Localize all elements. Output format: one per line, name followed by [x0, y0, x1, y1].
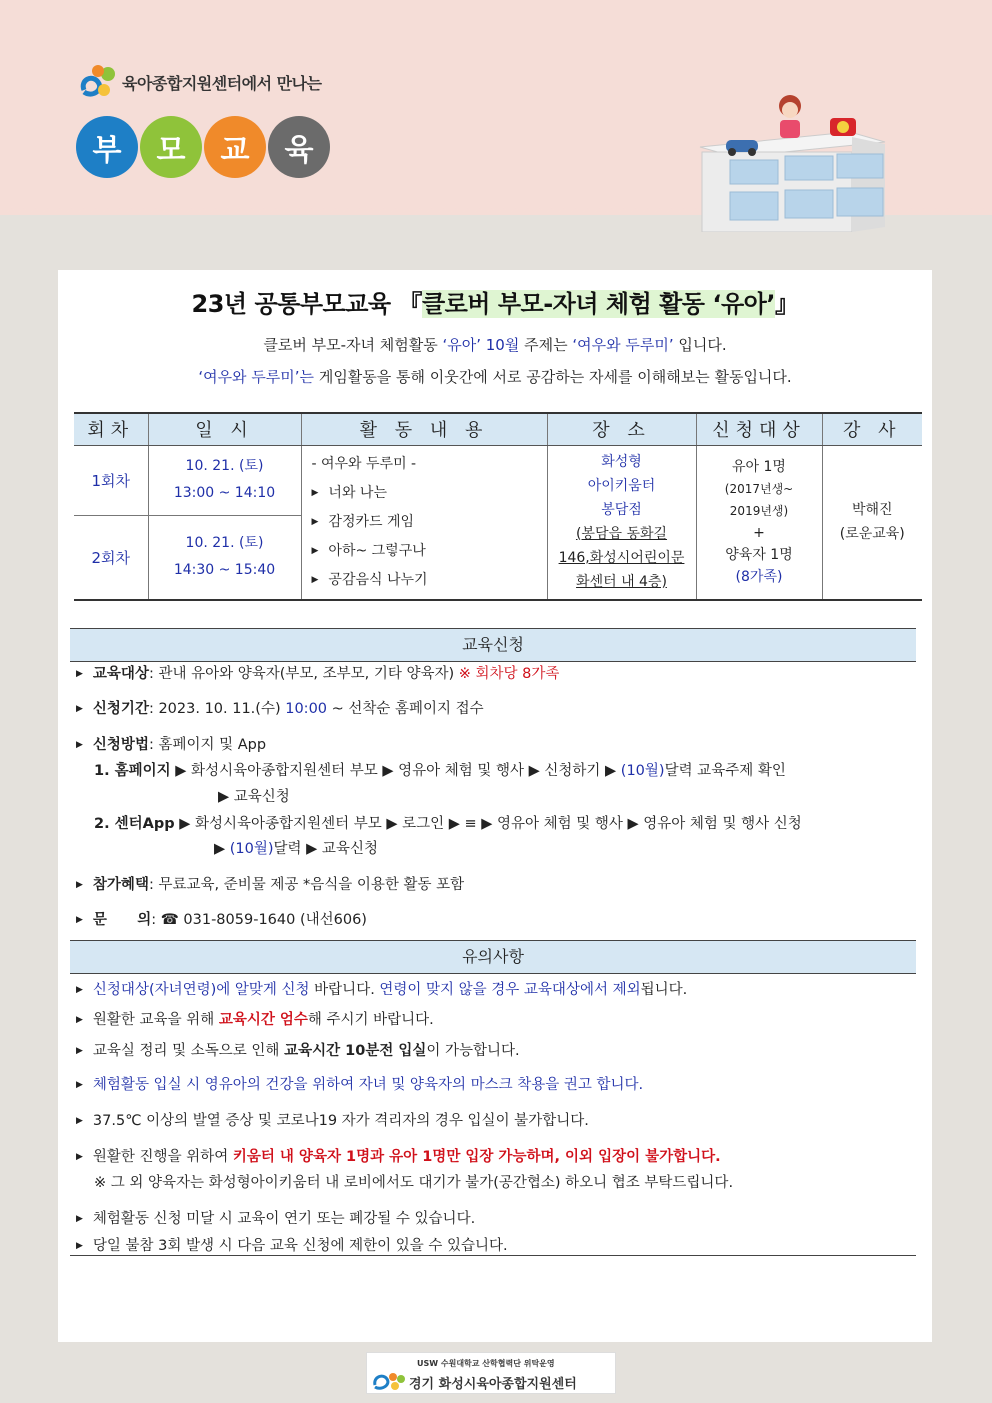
place-name: 봉담점	[601, 502, 642, 518]
note-text: 신청대상(자녀연령)에 알맞게 신청	[92, 982, 310, 998]
lecturer-org: (로운교육)	[839, 526, 905, 542]
intro-text: 클로버 부모-자녀 체험활동	[263, 336, 443, 354]
value: 달력 ▶ 교육신청	[273, 841, 378, 857]
lecturer-name: 박해진	[851, 502, 893, 518]
target-families: (8가족)	[735, 569, 783, 585]
date-text: 10. 21. (토)	[185, 535, 264, 552]
target-cell	[696, 445, 822, 600]
activities-cell	[301, 445, 547, 600]
note-emphasis: 교육시간 10분전 입실	[284, 1043, 427, 1059]
note-item: ▶ 원활한 교육을 위해 교육시간 엄수해 주시기 바랍니다.	[76, 1012, 434, 1028]
title-badge-3: 교	[204, 116, 266, 178]
value: ▶	[214, 841, 230, 857]
target-child: 유아 1명	[732, 459, 786, 475]
center-logo-icon	[78, 62, 118, 102]
month: (10월)	[620, 763, 665, 779]
method-homepage-cont: ▶ 교육신청	[218, 789, 290, 805]
intro-theme: ‘여우와 두루미’는	[198, 368, 315, 386]
time-text: 13:00 ~ 14:10	[173, 485, 276, 502]
apply-period: ▶ 신청기간: 2023. 10. 11.(수) 10:00 ~ 선착순 홈페이지 접수	[76, 701, 484, 717]
time: 10:00	[285, 701, 328, 717]
round-cell: 1회차	[74, 445, 148, 515]
note-emphasis: 키움터 내 양육자 1명과 유아 1명만 입장 가능하며, 이외 입장이 불가합니다.	[232, 1149, 721, 1165]
note-text: 바랍니다.	[309, 982, 380, 998]
note-text: 해 주시기 바랍니다.	[307, 1012, 434, 1028]
title-suffix: 』	[774, 290, 799, 318]
value: : 홈페이지 및 App	[148, 737, 267, 753]
label: 1. 홈페이지	[94, 763, 171, 779]
activity-item: ▶ 공감음식 나누기	[311, 571, 428, 588]
title-prefix: 23년 공통부모교육 『	[191, 290, 422, 318]
lecturer-cell	[822, 445, 922, 600]
date-text: 10. 21. (토)	[185, 458, 264, 475]
schedule-table	[74, 412, 922, 601]
note-text: 당일 불참 3회 발생 시 다음 교육 신청에 제한이 있을 수 있습니다.	[92, 1238, 508, 1254]
value: ▶ 화성시육아종합지원센터 부모 ▶ 로그인 ▶ ≡ ▶ 영유아 체험 및 행사 ▶ 영유아 체험 및 행사 신청	[174, 816, 802, 832]
apply-method: ▶ 신청방법: 홈페이지 및 App	[76, 737, 267, 753]
title-highlight: 클로버 부모-자녀 체험 활동 ‘유아’	[421, 290, 775, 318]
activity-item: ▶ 아하~ 그렇구나	[311, 542, 426, 559]
note-text: 37.5℃ 이상의 발열 증상 및 코로나19 자가 격리자의 경우 입실이 불가합니다.	[92, 1113, 589, 1129]
value: ▶ 화성시육아종합지원센터 부모 ▶ 영유아 체험 및 행사 ▶ 신청하기 ▶	[170, 763, 621, 779]
activity-text: 너와 나는	[328, 484, 387, 501]
apply-benefit: ▶ 참가혜택: 무료교육, 준비물 제공 *음식을 이용한 활동 포함	[76, 877, 465, 893]
col-header: 장 소	[547, 413, 696, 445]
footer-operator: USW 수원대학교 산학협력단 위탁운영	[417, 1359, 555, 1368]
note-text: 교육실 정리 및 소독으로 인해	[92, 1043, 285, 1059]
note-text: 체험활동 신청 미달 시 교육이 연기 또는 폐강될 수 있습니다.	[92, 1211, 476, 1227]
note-item: ▶ 교육실 정리 및 소독으로 인해 교육시간 10분전 입실이 가능합니다.	[76, 1043, 520, 1059]
note-emphasis: 교육시간 엄수	[218, 1012, 308, 1028]
target-born: (2017년생~	[724, 482, 794, 496]
intro-text: 게임활동을 통해 이웃간에 서로 공감하는 자세를 이해해보는 활동입니다.	[314, 368, 792, 386]
title-badge-1: 부	[76, 116, 138, 178]
footer-center-name: 경기 화성시육아종합지원센터	[409, 1377, 577, 1392]
place-cell	[547, 445, 696, 600]
intro-text: 주제는	[519, 336, 573, 354]
col-header: 회차	[74, 413, 148, 445]
note-item: ▶ 당일 불참 3회 발생 시 다음 교육 신청에 제한이 있을 수 있습니다.	[76, 1238, 508, 1254]
program-title-badges	[76, 116, 330, 178]
note-text: 원활한 진행을 위하여	[92, 1149, 233, 1165]
place-address: (봉담읍 동화길	[575, 526, 668, 542]
title-badge-2: 모	[140, 116, 202, 178]
label: 신청방법	[92, 737, 149, 753]
col-header: 강 사	[822, 413, 922, 445]
note: ※ 회차당 8가족	[458, 666, 560, 682]
footer-logo-box	[366, 1352, 616, 1394]
value: ~ 선착순 홈페이지 접수	[327, 701, 484, 717]
intro-text: 입니다.	[673, 336, 727, 354]
activity-text: 공감음식 나누기	[328, 571, 428, 588]
note-item: ▶ 원활한 진행을 위하여 키움터 내 양육자 1명과 유아 1명만 입장 가능하며, 이외 입장이 불가합니다.	[76, 1149, 721, 1165]
note-item: ▶ 체험활동 입실 시 영유아의 건강을 위하여 자녀 및 양육자의 마스크 착용을 권고 합니다.	[76, 1077, 644, 1093]
apply-contact: ▶ 문 의: ☎ 031-8059-1640 (내선606)	[76, 912, 367, 928]
note-text: 됩니다.	[640, 982, 688, 998]
notes-section-title: 유의사항	[70, 940, 916, 974]
target-parent: 양육자 1명	[725, 547, 793, 563]
activity-text: 감정카드 게임	[328, 513, 415, 530]
center-logo-icon	[371, 1369, 407, 1391]
round-cell: 2회차	[74, 515, 148, 599]
datetime-cell	[148, 515, 301, 599]
tagline	[78, 62, 322, 102]
note-text: 연령이 맞지 않을 경우 교육대상에서 제외	[379, 982, 641, 998]
apply-section-title: 교육신청	[70, 628, 916, 662]
intro-month: ‘유아’ 10월	[442, 336, 520, 354]
note-item: ▶ 체험활동 신청 미달 시 교육이 연기 또는 폐강될 수 있습니다.	[76, 1211, 476, 1227]
label: 교육대상	[92, 666, 149, 682]
value: : 관내 유아와 양육자(부모, 조부모, 기타 양육자)	[148, 666, 459, 682]
value: : ☎ 031-8059-1640 (내선606)	[151, 912, 367, 928]
note-text: 원활한 교육을 위해	[92, 1012, 219, 1028]
method-homepage	[94, 759, 786, 780]
label: 문 의	[92, 912, 152, 928]
tagline-text: 육아종합지원센터에서 만나는	[122, 73, 322, 93]
method-app	[94, 812, 802, 833]
value: : 무료교육, 준비물 제공 *음식을 이용한 활동 포함	[148, 877, 465, 893]
note-item: ▶ 37.5℃ 이상의 발열 증상 및 코로나19 자가 격리자의 경우 입실이 불가합니다.	[76, 1113, 589, 1129]
title-badge-4: 육	[268, 116, 330, 178]
notice-document	[58, 270, 932, 1342]
place-address: 화센터 내 4층)	[576, 574, 667, 590]
place-name: 아이키움터	[587, 478, 656, 494]
table-row	[74, 445, 922, 515]
label: 신청기간	[92, 701, 149, 717]
intro-line-2	[58, 366, 932, 387]
place-name: 화성형	[601, 454, 642, 470]
apply-target: ▶ 교육대상: 관내 유아와 양육자(부모, 조부모, 기타 양육자) ※ 회차당 8가족	[76, 666, 560, 682]
label: 2. 센터App	[94, 816, 175, 832]
datetime-cell	[148, 445, 301, 515]
activity-item: ▶ 너와 나는	[311, 484, 387, 501]
month: (10월)	[229, 841, 274, 857]
divider	[70, 1255, 916, 1256]
target-born: 2019년생)	[729, 504, 789, 518]
schedule-header-row	[74, 413, 922, 445]
toy-shelf-illustration	[690, 92, 890, 232]
intro-line-1	[58, 334, 932, 355]
activity-item: ▶ 감정카드 게임	[311, 513, 415, 530]
note-item: ▶ 신청대상(자녀연령)에 알맞게 신청 바랍니다. 연령이 맞지 않을 경우 교육대상에서 제외됩니다.	[76, 982, 688, 998]
note-item-cont: ※ 그 외 양육자는 화성형아이키움터 내 로비에서도 대기가 불가(공간협소) 하오니 협조 부탁드립니다.	[94, 1175, 734, 1191]
value: 달력 교육주제 확인	[664, 763, 786, 779]
activity-heading: - 여우와 두루미 -	[311, 455, 417, 472]
target-plus: +	[753, 525, 765, 541]
place-address: 146,화성시어린이문	[558, 550, 685, 566]
time-text: 14:30 ~ 15:40	[173, 562, 276, 579]
label: 참가혜택	[92, 877, 149, 893]
value: : 2023. 10. 11.(수)	[148, 701, 286, 717]
col-header: 일 시	[148, 413, 301, 445]
col-header: 신청대상	[696, 413, 822, 445]
activity-text: 아하~ 그렇구나	[328, 542, 426, 559]
method-app-cont	[214, 837, 378, 858]
page-title	[58, 284, 932, 319]
col-header: 활 동 내 용	[301, 413, 547, 445]
note-text: 체험활동 입실 시 영유아의 건강을 위하여 자녀 및 양육자의 마스크 착용을 권고 합니다.	[92, 1077, 644, 1093]
intro-theme: ‘여우와 두루미’	[572, 336, 674, 354]
note-text: 이 가능합니다.	[426, 1043, 520, 1059]
